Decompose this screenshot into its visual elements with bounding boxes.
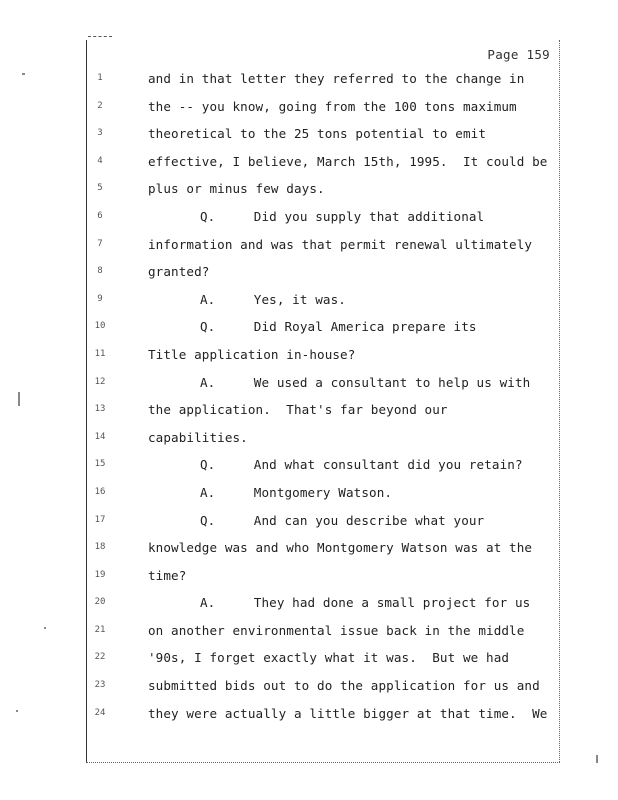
- line-text: submitted bids out to do the application for us and: [148, 678, 540, 694]
- scan-speck: [22, 73, 25, 75]
- line-text: A. They had done a small project for us: [200, 595, 531, 611]
- transcript-line: [0, 591, 618, 619]
- line-number: 10: [94, 321, 106, 332]
- transcript-line: [0, 205, 618, 233]
- line-number: 20: [94, 597, 106, 608]
- line-number: 3: [97, 128, 103, 139]
- corner-mark: [88, 36, 112, 37]
- line-number: 2: [97, 100, 103, 111]
- line-number: 16: [94, 486, 106, 497]
- line-text: '90s, I forget exactly what it was. But we had: [148, 650, 510, 666]
- line-number: 23: [94, 680, 106, 691]
- transcript-line: [0, 453, 618, 481]
- line-text: on another environmental issue back in the middle: [148, 622, 525, 638]
- transcript-line: [0, 67, 618, 95]
- line-text: the application. That's far beyond our: [148, 402, 448, 418]
- line-text: knowledge was and who Montgomery Watson was at the: [148, 540, 533, 556]
- line-text: effective, I believe, March 15th, 1995. It could be: [148, 153, 548, 169]
- transcript-line: [0, 674, 618, 702]
- transcript-line: [0, 343, 618, 371]
- line-number: 8: [97, 266, 103, 277]
- line-text: Q. Did Royal America prepare its: [200, 319, 477, 335]
- line-text: Title application in-house?: [148, 346, 356, 362]
- line-text: they were actually a little bigger at that time. We: [148, 705, 548, 721]
- transcript-line: [0, 536, 618, 564]
- transcript-line: [0, 426, 618, 454]
- transcript-line: [0, 288, 618, 316]
- scan-speck: [596, 755, 598, 763]
- line-number: 24: [94, 707, 106, 718]
- line-text: time?: [148, 567, 187, 583]
- transcript-line: [0, 150, 618, 178]
- transcript-lines: [0, 67, 618, 729]
- line-number: 11: [94, 348, 106, 359]
- line-number: 15: [94, 459, 106, 470]
- page-number: Page 159: [487, 47, 550, 62]
- transcript-line: [0, 564, 618, 592]
- line-number: 13: [94, 404, 106, 415]
- line-text: A. Montgomery Watson.: [200, 484, 393, 500]
- transcript-line: [0, 260, 618, 288]
- transcript-line: [0, 95, 618, 123]
- transcript-line: [0, 315, 618, 343]
- line-text: A. Yes, it was.: [200, 291, 346, 307]
- scan-speck: [16, 710, 18, 712]
- transcript-line: [0, 122, 618, 150]
- transcript-line: [0, 233, 618, 261]
- line-text: plus or minus few days.: [148, 181, 325, 197]
- transcript-line: [0, 646, 618, 674]
- scan-speck: [18, 392, 20, 406]
- transcript-line: [0, 702, 618, 730]
- line-text: information and was that permit renewal ultimately: [148, 236, 533, 252]
- line-text: Q. And what consultant did you retain?: [200, 457, 523, 473]
- line-text: Q. Did you supply that additional: [200, 208, 485, 224]
- transcript-line: [0, 509, 618, 537]
- line-number: 22: [94, 652, 106, 663]
- line-number: 7: [97, 238, 103, 249]
- line-number: 6: [97, 210, 103, 221]
- line-number: 12: [94, 376, 106, 387]
- line-number: 5: [97, 183, 103, 194]
- transcript-line: [0, 177, 618, 205]
- line-number: 9: [97, 293, 103, 304]
- line-text: the -- you know, going from the 100 tons maximum: [148, 98, 517, 114]
- line-text: capabilities.: [148, 429, 248, 445]
- bottom-margin-rule: [86, 762, 560, 763]
- transcript-line: [0, 481, 618, 509]
- line-number: 4: [97, 155, 103, 166]
- line-number: 19: [94, 569, 106, 580]
- line-number: 18: [94, 542, 106, 553]
- line-text: A. We used a consultant to help us with: [200, 374, 531, 390]
- line-text: and in that letter they referred to the change in: [148, 71, 525, 86]
- line-text: Q. And can you describe what your: [200, 512, 485, 528]
- transcript-line: [0, 371, 618, 399]
- line-number: 21: [94, 624, 106, 635]
- transcript-line: [0, 398, 618, 426]
- transcript-line: [0, 619, 618, 647]
- line-number: 1: [97, 73, 103, 83]
- line-number: 17: [94, 514, 106, 525]
- line-number: 14: [94, 431, 106, 442]
- scan-speck: [44, 627, 46, 629]
- line-text: theoretical to the 25 tons potential to emit: [148, 126, 487, 142]
- line-text: granted?: [148, 264, 210, 280]
